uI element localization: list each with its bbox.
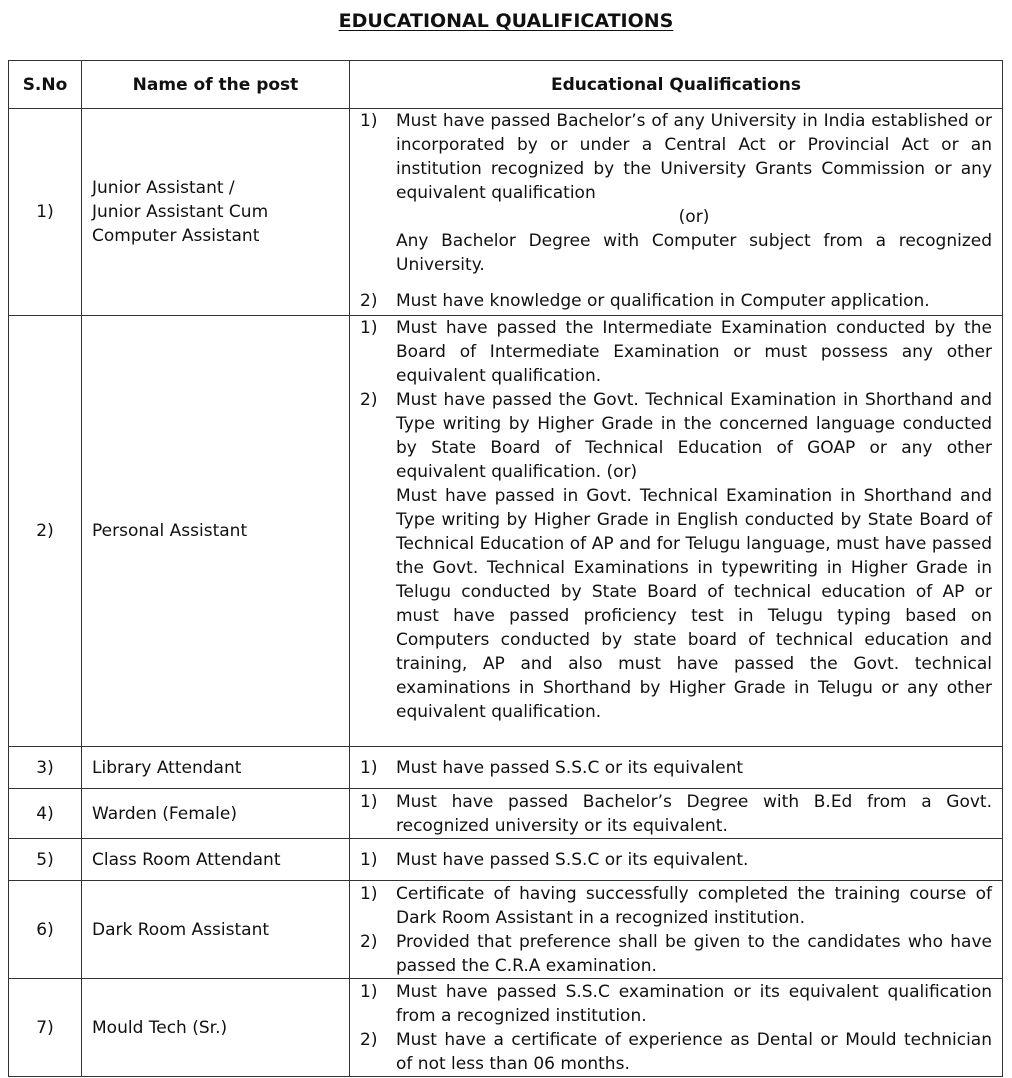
- table-row: [9, 979, 1003, 1077]
- item-number: 2): [360, 390, 378, 410]
- item-number: 1): [360, 791, 378, 812]
- row-qualifications: [350, 979, 1003, 1077]
- qualification-item: [360, 388, 992, 484]
- post-name-line: Junior Assistant Cum: [92, 202, 269, 222]
- row-sno: 2): [9, 316, 82, 747]
- table-row: [9, 747, 1003, 789]
- item-text: Certificate of having successfully completed the training course of Dark Room Assistant in a recognized institution.: [396, 883, 992, 928]
- item-number: 1): [360, 849, 378, 870]
- item-text: Must have passed S.S.C or its equivalent.: [396, 849, 749, 870]
- post-name-line: Computer Assistant: [92, 226, 260, 246]
- post-name-line: Junior Assistant /: [92, 178, 235, 198]
- row-sno: 6): [9, 881, 82, 979]
- row-qualifications: [350, 747, 1003, 789]
- row-post: [82, 839, 350, 881]
- row-qualifications: [350, 109, 1003, 316]
- item-number: 1): [360, 757, 378, 778]
- item-number: 2): [360, 931, 378, 952]
- item-text: Must have knowledge or qualification in Computer application.: [396, 291, 930, 311]
- item-text: Provided that preference shall be given to the candidates who have passed the C.R.A examination.: [396, 931, 992, 976]
- item-number: 1): [360, 318, 378, 338]
- table-row: [9, 789, 1003, 839]
- item-text: Must have passed in Govt. Technical Examination in Shorthand and Type writing by Higher Grade in English conducted by State Board of Technical Education of AP and for Telugu language, must have passed the Govt. Technical Examinations in typewriting in Higher Grade in Telugu conducted by State Board of technical education of AP or must have passed proficiency test in Telugu typing based on Computers conducted by state board of technical education and training, AP and also must have passed the Govt. technical examinations in Shorthand by Higher Grade in Telugu or any other equivalent qualification.: [396, 486, 992, 722]
- item-number: 1): [360, 883, 378, 904]
- qualification-item: [360, 289, 992, 313]
- table-row: [9, 881, 1003, 979]
- item-text: Must have passed Bachelor’s of any University in India established or incorporated by or under a Central Act or Provincial Act or an institution recognized by the University Grants Commission or any equivalent qualification: [396, 111, 992, 203]
- item-number: [360, 205, 396, 229]
- row-post: [82, 316, 350, 747]
- qualification-item: [360, 316, 992, 388]
- row-sno: 7): [9, 979, 82, 1077]
- post-name-line: Library Attendant: [92, 757, 242, 778]
- item-number: 2): [360, 1029, 378, 1050]
- qualification-item: [360, 109, 992, 205]
- item-text: Must have passed the Intermediate Examination conducted by the Board of Intermediate Examination or must possess any other equivalent qualification.: [396, 318, 992, 386]
- row-qualifications: [350, 839, 1003, 881]
- page-title: EDUCATIONAL QUALIFICATIONS: [338, 10, 674, 32]
- post-name-line: Warden (Female): [92, 803, 237, 824]
- item-text: Must have passed Bachelor’s Degree with B.Ed from a Govt. recognized university or its equivalent.: [396, 791, 992, 836]
- row-qualifications: [350, 316, 1003, 747]
- qualification-item: [360, 1028, 992, 1076]
- post-name-line: Personal Assistant: [92, 521, 248, 541]
- row-post: [82, 747, 350, 789]
- item-number: [360, 229, 396, 277]
- item-text: Must have passed the Govt. Technical Examination in Shorthand and Type writing by Higher Grade in the concerned language conducted by State Board of Technical Education of GOAP or any other equivalent qualification. (or): [396, 390, 992, 482]
- item-text: (or): [678, 207, 710, 227]
- row-qualifications: [350, 881, 1003, 979]
- qualification-item: [360, 484, 992, 724]
- item-text: Must have a certificate of experience as Dental or Mould technician of not less than 06 months.: [396, 1029, 992, 1074]
- qualification-item: [360, 756, 992, 780]
- item-number: 1): [360, 981, 378, 1002]
- table-row: [9, 316, 1003, 747]
- row-sno: 3): [9, 747, 82, 789]
- item-number: 2): [360, 291, 378, 311]
- item-text: Any Bachelor Degree with Computer subject from a recognized University.: [396, 231, 992, 275]
- row-post: [82, 109, 350, 316]
- row-post: [82, 881, 350, 979]
- qualification-item: [360, 790, 992, 838]
- qualification-item: [360, 882, 992, 930]
- item-number: [360, 484, 396, 724]
- table-row: [9, 839, 1003, 881]
- row-sno: 4): [9, 789, 82, 839]
- row-post: [82, 979, 350, 1077]
- qualification-item: [360, 930, 992, 978]
- post-name-line: Class Room Attendant: [92, 849, 281, 870]
- row-post: [82, 789, 350, 839]
- qualification-item: [360, 980, 992, 1028]
- header-qualifications: Educational Qualifications: [350, 61, 1003, 109]
- row-sno: 1): [9, 109, 82, 316]
- header-post: Name of the post: [82, 61, 350, 109]
- header-sno: S.No: [9, 61, 82, 109]
- qualification-item: [360, 205, 992, 229]
- item-text: Must have passed S.S.C examination or its equivalent qualification from a recognized institution.: [396, 981, 992, 1026]
- qualifications-table: [8, 60, 1003, 1077]
- post-name-line: Dark Room Assistant: [92, 919, 270, 940]
- row-qualifications: [350, 789, 1003, 839]
- item-number: 1): [360, 111, 378, 131]
- table-row: [9, 109, 1003, 316]
- post-name-line: Mould Tech (Sr.): [92, 1017, 228, 1038]
- qualification-item: [360, 229, 992, 277]
- qualification-item: [360, 848, 992, 872]
- item-text: Must have passed S.S.C or its equivalent: [396, 757, 744, 778]
- table-header-row: [9, 61, 1003, 109]
- row-sno: 5): [9, 839, 82, 881]
